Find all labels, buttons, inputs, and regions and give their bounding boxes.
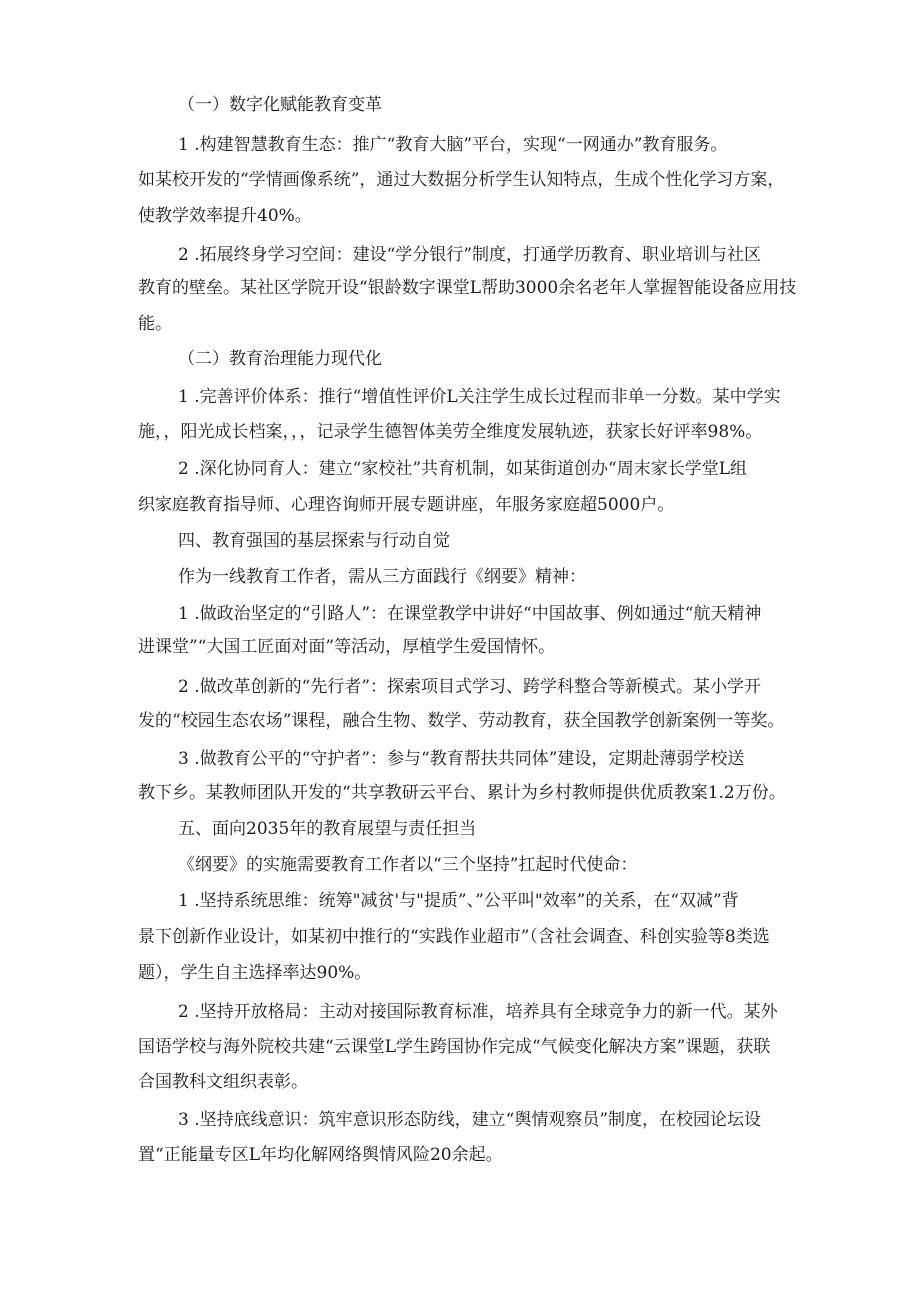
paragraph-line: 1 .完善评价体系：推行“增值性评价L关注学生成长过程而非单一分数。某中学实 xyxy=(178,387,781,407)
paragraph-line: 题），学生自主选择率达90%。 xyxy=(138,963,372,983)
paragraph-line: 置“正能量专区L年均化解网络舆情风险20余起。 xyxy=(138,1145,503,1165)
paragraph-line: 进课堂”“大国工匠面对面”等活动，厚植学生爱国情怀。 xyxy=(138,637,556,657)
paragraph-line: 2 .深化协同育人：建立“家校社”共育机制，如某街道创办“周末家长学堂L组 xyxy=(178,459,747,479)
paragraph-line: 教育的壁垒。某社区学院开设“银龄数字课堂L帮助3000余名老年人掌握智能设备应用技 xyxy=(138,278,797,298)
paragraph-line: 织家庭教育指导师、心理咨询师开展专题讲座，年服务家庭超5000户。 xyxy=(138,495,675,515)
paragraph-line: 3 .做教育公平的“守护者”：参与“教育帮扶共同体”建设，定期赴薄弱学校送 xyxy=(178,749,745,769)
paragraph-line: 景下创新作业设计，如某初中推行的“实践作业超市”（含社会调查、科创实验等8类选 xyxy=(138,927,770,947)
paragraph-line: 作为一线教育工作者，需从三方面践行《纲要》精神： xyxy=(178,567,586,587)
paragraph-line: 合国教科文组织表彰。 xyxy=(138,1072,308,1092)
paragraph-line: 如某校开发的“学情画像系统”，通过大数据分析学生认知特点，生成个性化学习方案， xyxy=(138,170,785,190)
chapter-heading: 四、教育强国的基层探索与行动自觉 xyxy=(178,531,450,551)
paragraph-line: 1 .坚持系统思维：统筹"减贫'与"提质”、”公平叫"效率”的关系，在“双减”背 xyxy=(178,891,739,911)
paragraph-line: 1 .构建智慧教育生态：推广“教育大脑”平台，实现“一网通办”教育服务。 xyxy=(178,135,728,155)
paragraph-line: 教下乡。某教师团队开发的“共享教研云平台、累计为乡村教师提供优质教案1.2万份。 xyxy=(138,783,786,803)
chapter-heading: 五、面向2035年的教育展望与责任担当 xyxy=(178,819,477,839)
paragraph-line: 2 .做改革创新的“先行者”：探索项目式学习、跨学科整合等新模式。某小学开 xyxy=(178,677,762,697)
paragraph-line: 施，，阳光成长档案，，，记录学生德智体美劳全维度发展轨迹，获家长好评率98%。 xyxy=(138,422,763,442)
paragraph-line: 《纲要》的实施需要教育工作者以“三个坚持”扛起时代使命： xyxy=(178,855,638,875)
section-heading: （一）数字化赋能教育变革 xyxy=(178,95,382,115)
paragraph-line: 2 .坚持开放格局：主动对接国际教育标准，培养具有全球竞争力的新一代。某外 xyxy=(178,1002,778,1022)
paragraph-line: 能。 xyxy=(138,314,172,334)
paragraph-line: 使教学效率提升40%。 xyxy=(138,206,312,226)
paragraph-line: 2 .拓展终身学习空间：建设“学分银行”制度，打通学历教育、职业培训与社区 xyxy=(178,245,762,265)
paragraph-line: 1 .做政治坚定的“引路人”：在课堂教学中讲好“中国故事、例如通过“航天精神 xyxy=(178,604,762,624)
section-heading: （二）教育治理能力现代化 xyxy=(178,349,382,369)
paragraph-line: 国语学校与海外院校共建“云课堂L学生跨国协作完成“气候变化解决方案”课题，获联 xyxy=(138,1037,771,1057)
paragraph-line: 发的“校园生态农场”课程，融合生物、数学、劳动教育，获全国教学创新案例一等奖。 xyxy=(138,711,785,731)
paragraph-line: 3 .坚持底线意识：筑牢意识形态防线，建立“舆情观察员”制度，在校园论坛设 xyxy=(178,1110,762,1130)
